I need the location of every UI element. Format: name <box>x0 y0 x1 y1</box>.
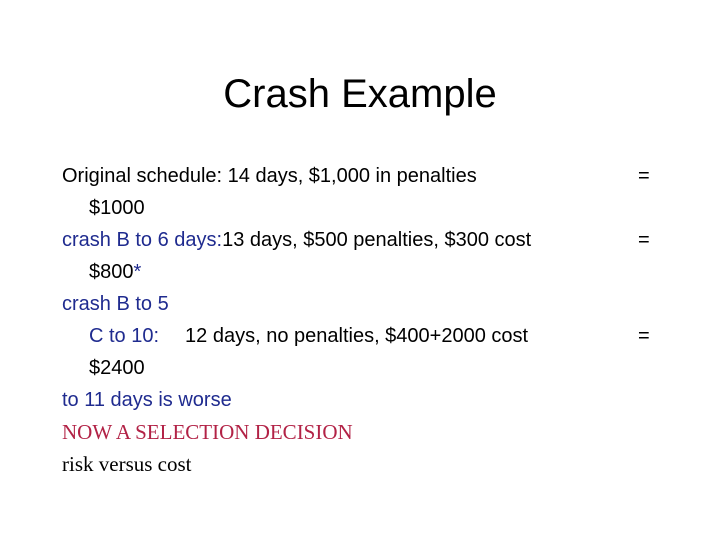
original-schedule-text: Original schedule: 14 days, $1,000 in penalties <box>62 165 477 187</box>
equals-sign: = <box>638 165 650 187</box>
equals-sign: = <box>638 229 650 251</box>
crash-c10-total-line <box>62 352 662 384</box>
crash-b5-line <box>62 288 662 320</box>
crash-b6-line <box>62 224 662 256</box>
risk-versus-cost: risk versus cost <box>62 452 192 476</box>
crash-c10-detail: 12 days, no penalties, $400+2000 cost <box>185 325 529 347</box>
risk-versus-cost-line <box>62 448 662 480</box>
selection-decision: NOW A SELECTION DECISION <box>62 420 353 444</box>
selection-decision-line <box>62 416 662 448</box>
crash-c10-label: C to 10: <box>89 325 160 347</box>
equals-sign: = <box>638 325 650 347</box>
worse-note: to 11 days is worse <box>62 389 232 411</box>
original-total-line <box>62 192 662 224</box>
asterisk-marker: * <box>133 261 142 283</box>
crash-b5-label: crash B to 5 <box>62 293 169 315</box>
crash-c10-line <box>62 320 662 352</box>
crash-b6-total-line <box>62 256 662 288</box>
worse-note-line <box>62 384 662 416</box>
slide-title: Crash Example <box>223 72 497 116</box>
original-total: $1000 <box>89 197 145 219</box>
original-schedule-line <box>62 160 662 192</box>
crash-b6-detail: 13 days, $500 penalties, $300 cost <box>222 229 532 251</box>
crash-c10-total: $2400 <box>89 357 145 379</box>
crash-b6-total: $800 <box>89 261 134 283</box>
slide-body <box>62 160 662 480</box>
crash-b6-label: crash B to 6 days: <box>62 229 223 251</box>
